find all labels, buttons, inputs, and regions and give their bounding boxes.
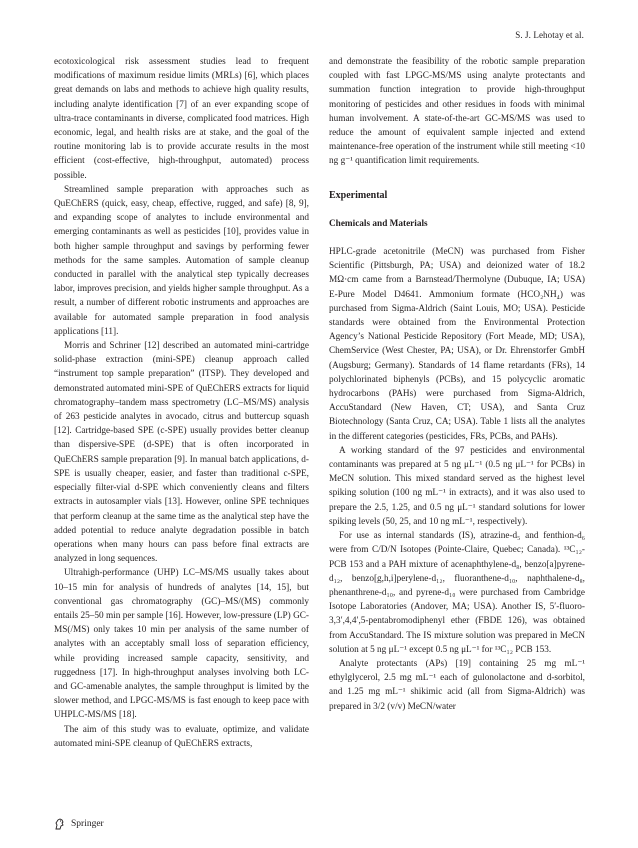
paragraph: The aim of this study was to evaluate, optimize, and validate automated mini-SPE cleanup of QuEChERS extracts, <box>54 724 309 749</box>
paragraph: HPLC-grade acetonitrile (MeCN) was purchased from Fisher Scientific (Pittsburgh, PA; USA) and deionized water of 18.2 MΩ·cm came from a Barnstead/Thermolyne (Dubuque, IA; USA) E-Pure Model D4641. Ammonium formate (HCO₂NH₄) was purchased from Sigma-Aldrich (Saint Louis, MO; USA). Pesticide standards were obtained from the Environmental Protection Agency’s National Pesticide Repository (Fort Meade, MD; USA), ChemService (West Chester, PA; USA), or Dr. Ehrenstorfer GmbH (Augsburg; Germany). Standards of 14 flame retardants (FRs), 14 polychlorinated biphenyls (PCBs), and 15 polycyclic aromatic hydrocarbons (PAHs) were purchased from Sigma-Aldrich, AccuStandard (New Haven, CT; USA), and Santa Cruz Biotechnology (Santa Cruz, CA; USA). Table 1 lists all the analytes in the different categories (pesticides, FRs, PCBs, and PAHs). <box>329 247 585 442</box>
paragraph: A working standard of the 97 pesticides and environmental contaminants was prepared at 5 ng μL⁻¹ (0.5 ng μL⁻¹ for PCBs) in MeCN solution. This mixed standard served as the highest level spiking solution (100 ng mL⁻¹ in extracts), and it was also used to prepare the 2.5, 1.25, and 0.5 ng μL⁻¹ standard solutions for lower spiking levels (50, 25, and 10 ng mL⁻¹, respectively). <box>329 445 585 527</box>
subsection-heading: Chemicals and Materials <box>329 218 428 229</box>
paragraph: Analyte protectants (APs) [19] containing 25 mg mL⁻¹ ethylglycerol, 2.5 mg mL⁻¹ each of gulonolactone and d-sorbitol, and 1.25 mg mL⁻¹ shikimic acid (all from Sigma-Aldrich) was prepared in 3/2 (v/v) MeCN/water <box>329 658 585 712</box>
paragraph: For use as internal standards (IS), atrazine-d₅ and fenthion-d₆ were from C/D/N Isotopes (Pointe-Claire, Quebec; Canada). ¹³C₁₂-PCB 153 and a PAH mixture of acenaphthylene-d₈, benzo[a]pyrene-d₁₂, benzo[g,h,i]perylene-d₁₂, fluoranthene-d₁₀, naphthalene-d₈, phenanthrene-d₁₀, and pyrene-d₁₀ were purchased from Cambridge Isotope Laboratories (Andover, MA; USA). Another IS, 5′-fluoro-3,3′,4,4′,5-pentabromodiphenyl ether (FBDE 126), was obtained from AccuStandard. The IS mixture solution was prepared in MeCN solution at 5 ng μL⁻¹ except 0.5 ng μL⁻¹ for ¹³C₁₂ PCB 153. <box>329 531 585 655</box>
paragraph: ecotoxicological risk assessment studies lead to frequent modifications of maximum residue limits (MRLs) [6], which places great demands on labs and methods to achieve high quality results, including analyte identification [7] of an ever expanding scope of ultra-trace contaminants in diverse, complicated food matrices. High economic, legal, and health risks are at stake, and the goal of the routine monitoring lab is to provide accurate results in the most efficient (cost-effective, high-throughput, automated) process possible. <box>54 57 309 181</box>
paragraph: Streamlined sample preparation with approaches such as QuEChERS (quick, easy, cheap, effective, rugged, and safe) [8, 9], and expanding scope of analytes to include environmental and emerging contaminants as well as pesticides [10], provides value in both higher sample throughput and savings by performing fewer methods for the same samples. Automation of sample cleanup conducted in parallel with the analytical step typically decreases labor, improves precision, and yields higher sample throughput. As a result, a number of different robotic instruments and approaches are available for automated sample preparation in food analysis applications [11]. <box>54 184 309 337</box>
running-header: S. J. Lehotay et al. <box>515 30 584 40</box>
paragraph: Ultrahigh-performance (UHP) LC–MS/MS usually takes about 10–15 min for analysis of hundreds of analytes [14, 15], but conventional gas chromatography (GC)–MS/(MS) commonly entails 25–50 min per sample [16]. However, low-pressure (LP) GC-MS(/MS) only takes 10 min per analysis of the same number of analytes with an acceptably small loss of separation efficiency, while providing increased sample capacity, sensitivity, and ruggedness [17]. In high-throughput analyses involving both LC- and GC-amenable analytes, the sample throughput is limited by the slower method, and LPGC-MS/MS is fast enough to keep pace with UHPLC-MS/MS [18]. <box>54 568 309 721</box>
footer <box>54 818 104 830</box>
right-column <box>329 55 585 714</box>
paragraph: Morris and Schriner [12] described an automated mini-cartridge solid-phase extraction (mini-SPE) cleanup approach called “instrument top sample preparation” (ITSP). They developed and demonstrated automated mini-SPE of QuEChERS extracts for liquid chromatography–tandem mass spectrometry (LC–MS/MS) analysis of 263 pesticide analytes in avocado, citrus and buttercup squash [12]. Cartridge-based SPE (c-SPE) usually provides better cleanup than dispersive-SPE (d-SPE) that is often incorporated in QuEChERS sample preparation [9]. In manual batch applications, d-SPE is usually cheaper, easier, and faster than traditional c-SPE, especially filter-vial d-SPE which conveniently cleans and filters extracts in autosampler vials [13]. However, online SPE techniques that perform cleanup at the same time as the analytical step have the added potential to reduce analyte degradation possible in batch operations when many hours can pass before final extracts are analyzed in long sequences. <box>54 341 309 565</box>
springer-horse-icon <box>54 818 66 830</box>
left-column <box>54 55 309 751</box>
paragraph: and demonstrate the feasibility of the robotic sample preparation coupled with fast LPGC-MS/MS using analyte protectants and summation function integration to provide high-throughput monitoring of pesticides and other residues in foods with minimal human involvement. A state-of-the-art GC-MS/MS was used to reduce the amount of equivalent sample injected and extend maintenance-free operation of the instrument while still meeting <10 ng g⁻¹ quantification limit requirements. <box>329 57 585 167</box>
section-heading: Experimental <box>329 189 388 201</box>
publisher-name: Springer <box>71 819 104 829</box>
